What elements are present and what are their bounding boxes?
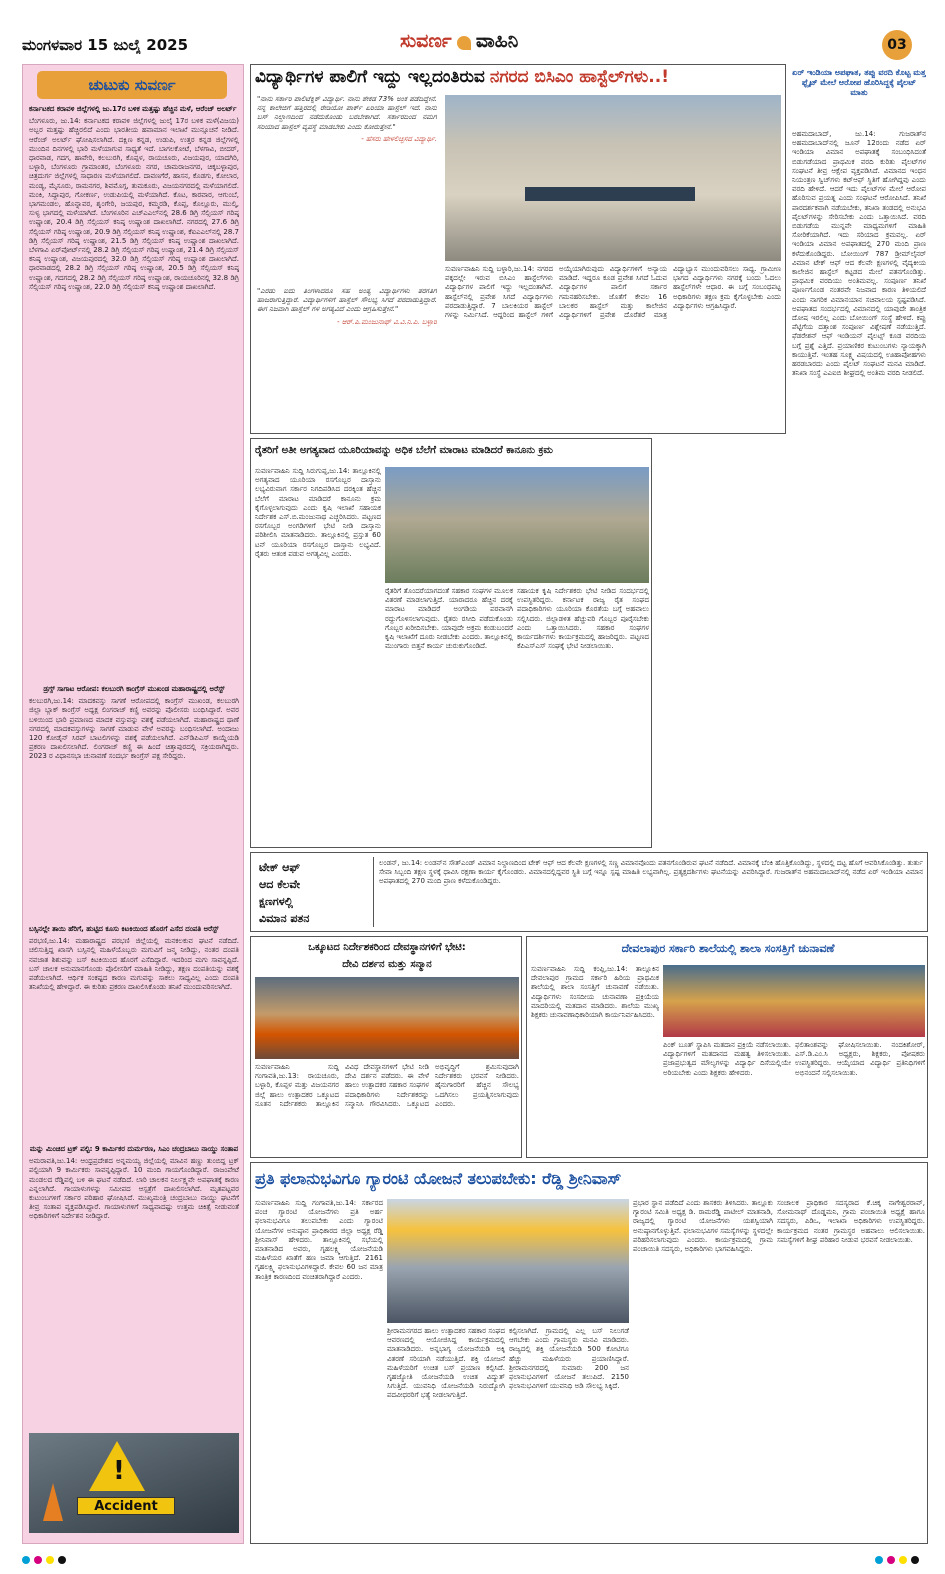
building-signboard [525,187,695,201]
brief-weather-headline: ಕರ್ನಾಟಕದ ಕರಾವಳಿ ಜಿಲ್ಲೆಗಳಲ್ಲಿ ಜು.17ರ ಬಳಿಕ ಮತ್ತಷ್ಟು ಹೆಚ್ಚಿನ ಮಳೆ, ಆರೆಂಜ್ ಅಲರ್ಟ್ [29,105,237,113]
print-color-marks [22,1554,923,1566]
briefs-column [22,64,244,1544]
school-photo [663,965,925,1037]
hostel-body-text: ಸುವರ್ಣವಾಹಿನಿ ಸುದ್ದಿ ಬಳ್ಳಾರಿ,ಜು.14: ನಗರದ ಪಕ್ಕದಲ್ಲೇ ಇರುವ ಬಿಸಿಎಂ ಹಾಸ್ಟೆಲ್‌ಗಳು ವಿದ್ಯಾರ್ಥಿಗಳ ಪಾಲಿಗೆ ಇದ್ದು ಇಲ್ಲದಂತಾಗಿವೆ. ಹಾಸ್ಟೆಲ್‌ನಲ್ಲಿ ಪ್ರವೇಶ ಸಿಗದೆ ವಿದ್ಯಾರ್ಥಿಗಳು ಪರದಾಡುತ್ತಿದ್ದಾರೆ. 7 ಬಾಲಕಿಯರ ಹಾಸ್ಟೆಲ್ ಗಳನ್ನು ನಿರ್ಮಿಸಿದೆ. ಆದ್ದರಿಂದ ಹಾಸ್ಟೆಲ್ ಗಳಿಗೆ ಅಯ್ಕೆಯಾಗಿರುವುದು ವಿದ್ಯಾರ್ಥಿಗಳಿಗೆ ಅನ್ಯಾಯ ಮಾಡಿದೆ. ಇದ್ದರೂ ಕೂಡ ಪ್ರವೇಶ ಸಿಗದೆ ಓದುವ ವಿದ್ಯಾರ್ಥಿಗಳ ಪಾಲಿಗೆ ಸರ್ಕಾರ ಗಮನಹರಿಸಬೇಕು. ಜೊತೆಗೆ ಕೇವಲ 16 ಬಾಲಕರ ಹಾಸ್ಟೆಲ್ ಮತ್ತು ಕಾಲೇಜಿನ ವಿದ್ಯಾರ್ಥಿಗಳಿಗೆ ಪ್ರವೇಶ ದೊರೆತರೆ ಮಾತ್ರ ವಿದ್ಯಾಭ್ಯಾಸ ಮುಂದುವರಿಸಲು ಸಾಧ್ಯ. ಗ್ರಾಮೀಣ ಭಾಗದ ವಿದ್ಯಾರ್ಥಿಗಳು ನಗರಕ್ಕೆ ಬಂದು ಓದಲು ಹಾಸ್ಟೆಲ್‌ಗಳೇ ಆಧಾರ. ಈ ಬಗ್ಗೆ ಸಂಬಂಧಪಟ್ಟ ಅಧಿಕಾರಿಗಳು ತಕ್ಷಣ ಕ್ರಮ ಕೈಗೊಳ್ಳಬೇಕು ಎಂದು ವಿದ್ಯಾರ್ಥಿಗಳು ಆಗ್ರಹಿಸಿದ್ದಾರೆ. [445,265,781,320]
farmers-col3: ಸಹಾಯಕ ಕೃಷಿ ನಿರ್ದೇಶಕರು ಭೇಟಿ ನೀಡಿದ ಸಂದರ್ಭದಲ್ಲಿ ಉಪಸ್ಥಿತರಿದ್ದರು. ಕರ್ನಾಟಕ ರಾಜ್ಯ ರೈತ ಸಂಘದ ಪದಾಧಿಕಾರಿಗಳು ಯೂರಿಯಾ ಕೊರತೆಯ ಬಗ್ಗೆ ಅಹವಾಲು ಸಲ್ಲಿಸಿದರು. ಜಿಲ್ಲಾಡಳಿತ ಹೆಚ್ಚುವರಿ ಗೊಬ್ಬರ ಪೂರೈಸಬೇಕು ಎಂದು ಒತ್ತಾಯಿಸಿದರು. ಸಹಕಾರ ಸಂಘಗಳ ಕಾರ್ಯದರ್ಶಿಗಳು ಕಾರ್ಯಕ್ರಮದಲ್ಲಿ ಹಾಜರಿದ್ದರು. ಪಟ್ಟಣದ ಕೆಪಿಎಸ್‌ಎಸ್ ಸಂಘಕ್ಕೆ ಭೇಟಿ ನೀಡಲಾಯಿತು. [517,587,649,651]
school-headline: ದೇವಲಾಪುರ ಸರ್ಕಾರಿ ಶಾಲೆಯಲ್ಲಿ ಶಾಲಾ ಸಂಸತ್ತಿಗೆ ಚುನಾವಣೆ [621,942,835,955]
registration-dot-icon [34,1556,42,1564]
air-india-story [790,64,928,844]
accident-label: Accident [77,1497,175,1515]
crash-body: ಲಂಡನ್, ಜು.14: ಲಂಡನ್‌ನ ಸೌತ್‌ಎಂಡ್ ವಿಮಾನ ನಿಲ್ದಾಣದಿಂದ ಟೇಕ್ ಆಫ್ ಆದ ಕೆಲವೇ ಕ್ಷಣಗಳಲ್ಲಿ ಸಣ್ಣ ವಿಮಾನವೊಂದು ಪತನಗೊಂಡಿರುವ ಘಟನೆ ನಡೆದಿದೆ. ವಿಮಾನಕ್ಕೆ ಬೆಂಕಿ ಹೊತ್ತಿಕೊಂಡಿದ್ದು, ಸ್ಥಳದಲ್ಲಿ ದಟ್ಟ ಹೊಗೆ ಆವರಿಸಿಕೊಂಡಿತ್ತು. ತುರ್ತು ಸೇವಾ ಸಿಬ್ಬಂದಿ ತಕ್ಷಣ ಸ್ಥಳಕ್ಕೆ ಧಾವಿಸಿ ರಕ್ಷಣಾ ಕಾರ್ಯ ಕೈಗೊಂಡರು. ವಿಮಾನದಲ್ಲಿದ್ದವರ ಸ್ಥಿತಿ ಬಗ್ಗೆ ಇನ್ನೂ ಸ್ಪಷ್ಟ ಮಾಹಿತಿ ಲಭ್ಯವಾಗಿಲ್ಲ. ಪ್ರತ್ಯಕ್ಷದರ್ಶಿಗಳು ಘಟನೆಯನ್ನು ವಿವರಿಸಿದ್ದಾರೆ. ಗುಜರಾತ್‌ನ ಅಹಮದಾಬಾದ್‌ನಲ್ಲಿ ನಡೆದ ಏರ್ ಇಂಡಿಯಾ ವಿಮಾನ ಅಪಘಾತದಲ್ಲಿ 270 ಮಂದಿ ಪ್ರಾಣ ಕಳೆದುಕೊಂಡಿದ್ದರು. [379,859,923,886]
farmers-story [250,438,652,848]
guarantee-col2: ಶ್ರೀರಾಮನಗರದ ಹಾಲು ಉತ್ಪಾದಕರ ಸಹಕಾರ ಸಂಘದ ಆವರಣದಲ್ಲಿ ಆಯೋಜಿಸಿದ್ದ ಕಾರ್ಯಕ್ರಮದಲ್ಲಿ ಮಾತನಾಡಿದರು. ಅನ್ನಭಾಗ್ಯ ಯೋಜನೆಯಡಿ ಅಕ್ಕಿ ವಿತರಣೆ ಸರಿಯಾಗಿ ನಡೆಯುತ್ತಿದೆ. ಶಕ್ತಿ ಯೋಜನೆ ಮಹಿಳೆಯರಿಗೆ ಉಚಿತ ಬಸ್ ಪ್ರಯಾಣ ಕಲ್ಪಿಸಿದೆ. ಗೃಹಜ್ಯೋತಿ ಯೋಜನೆಯಡಿ ಉಚಿತ ವಿದ್ಯುತ್ ಸಿಗುತ್ತಿದೆ. ಯುವನಿಧಿ ಯೋಜನೆಯಡಿ ನಿರುದ್ಯೋಗಿ ಪದವೀಧರರಿಗೆ ಭತ್ಯೆ ನೀಡಲಾಗುತ್ತಿದೆ. [387,1327,505,1400]
paper-name-left: ಸುವರ್ಣ [400,30,452,52]
hostel-headline-red: ನಗರದ ಬಿಸಿಎಂ ಹಾಸ್ಟೆಲ್‌ಗಳು..! [489,67,669,87]
school-col1: ಸುವರ್ಣವಾಹಿನಿ ಸುದ್ದಿ ಕಂಪ್ಲಿ,ಜು.14: ತಾಲ್ಲೂಕಿನ ದೇವಲಾಪುರ ಗ್ರಾಮದ ಸರ್ಕಾರಿ ಹಿರಿಯ ಪ್ರಾಥಮಿಕ ಶಾಲೆಯಲ್ಲಿ ಶಾಲಾ ಸಂಸತ್ತಿಗೆ ಚುನಾವಣೆ ನಡೆಯಿತು. ವಿದ್ಯಾರ್ಥಿಗಳು ಸಂಸದೀಯ ಚುನಾವಣಾ ಪ್ರಕ್ರಿಯೆಯ ಮಾದರಿಯಲ್ಲಿ ಮತದಾನ ಮಾಡಿದರು. ಶಾಲೆಯ ಮುಖ್ಯ ಶಿಕ್ಷಕರು ಚುನಾವಣಾಧಿಕಾರಿಯಾಗಿ ಕಾರ್ಯನಿರ್ವಹಿಸಿದರು. [531,965,659,1020]
brief-baby [29,925,239,1145]
briefs-badge [37,71,227,99]
temple-photo [255,977,519,1059]
brief-baby-headline: ಬಸ್ಸಿನಲ್ಲೇ ತಾಯಿ ಹೆರಿಗೆ, ಹುಟ್ಟಿದ ಕೂಸು ಕಿಟಕಿಯಿಂದ ಹೊರಗೆ ಎಸೆದ ದಂಪತಿ ಅರೆಸ್ಟ್ [29,925,219,933]
hostel-building-photo [445,95,781,261]
temple-headline-line1: ಒಕ್ಕೂಟದ ನಿರ್ದೇಶಕರಿಂದ ದೇವಸ್ಥಾನಗಳಿಗೆ ಭೇಟಿ: [308,942,466,953]
crash-title-line2: ಆದ ಕೆಲವೇ [259,878,301,891]
air-india-body: ಅಹಮದಾಬಾದ್, ಜು.14: ಗುಜರಾತ್‌ನ ಅಹಮದಾಬಾದ್‌ನಲ್ಲಿ ಜೂನ್ 12ರಂದು ನಡೆದ ಏರ್ ಇಂಡಿಯಾ ವಿಮಾನ ಅಪಘಾತಕ್ಕೆ ಸಂಬಂಧಿಸಿದಂತೆ ಬಿಡುಗಡೆಯಾದ ಪ್ರಾಥಮಿಕ ವರದಿ ಕುರಿತು ಪೈಲಟ್‌ಗಳ ಸಂಘಟನೆ ತೀವ್ರ ಆಕ್ಷೇಪ ವ್ಯಕ್ತಪಡಿಸಿದೆ. ವಿಮಾನದ ಇಂಧನ ನಿಯಂತ್ರಣ ಸ್ವಿಚ್‌ಗಳು ಕಟ್‌ಆಫ್ ಸ್ಥಿತಿಗೆ ಹೋಗಿದ್ದವು ಎಂದು ವರದಿ ಹೇಳಿದೆ. ಆದರೆ ಇದು ಪೈಲಟ್‌ಗಳ ಮೇಲೆ ಆರೋಪ ಹೊರಿಸುವ ಪ್ರಯತ್ನ ಎಂದು ಸಂಘಟನೆ ಆರೋಪಿಸಿದೆ. ತನಿಖೆ ಪಾರದರ್ಶಕವಾಗಿ ನಡೆಯಬೇಕು, ತನಿಖಾ ತಂಡದಲ್ಲಿ ಅನುಭವಿ ಪೈಲಟ್‌ಗಳನ್ನು ಸೇರಿಸಬೇಕು ಎಂದು ಒತ್ತಾಯಿಸಿದೆ. ವರದಿ ಬಿಡುಗಡೆಯ ಮುನ್ನವೇ ಮಾಧ್ಯಮಗಳಿಗೆ ಮಾಹಿತಿ ಸೋರಿಕೆಯಾಗಿದೆ. ಇದು ಸರಿಯಾದ ಕ್ರಮವಲ್ಲ. ಏರ್ ಇಂಡಿಯಾ ವಿಮಾನ ಅಪಘಾತದಲ್ಲಿ 270 ಮಂದಿ ಪ್ರಾಣ ಕಳೆದುಕೊಂಡಿದ್ದರು. ಬೋಯಿಂಗ್ 787 ಡ್ರೀಮ್‌ಲೈನರ್ ವಿಮಾನ ಟೇಕ್ ಆಫ್ ಆದ ಕೆಲವೇ ಕ್ಷಣಗಳಲ್ಲಿ ವೈದ್ಯಕೀಯ ಕಾಲೇಜಿನ ಹಾಸ್ಟೆಲ್ ಕಟ್ಟಡದ ಮೇಲೆ ಪತನಗೊಂಡಿತ್ತು. ಪ್ರಾಥಮಿಕ ವರದಿಯು ಅಂತಿಮವಲ್ಲ. ಸಂಪೂರ್ಣ ತನಿಖೆ ಪೂರ್ಣಗೊಂಡ ನಂತರವೇ ನಿಜವಾದ ಕಾರಣ ತಿಳಿಯಲಿದೆ ಎಂದು ನಾಗರಿಕ ವಿಮಾನಯಾನ ಸಚಿವಾಲಯ ಸ್ಪಷ್ಟಪಡಿಸಿದೆ. ಅಪಘಾತದ ಸಂದರ್ಭದಲ್ಲಿ ವಿಮಾನದಲ್ಲಿ ಯಾವುದೇ ತಾಂತ್ರಿಕ ದೋಷ ಇರಲಿಲ್ಲ ಎಂದು ಬೋಯಿಂಗ್ ಸಂಸ್ಥೆ ಹೇಳಿದೆ. ಕಪ್ಪು ಪೆಟ್ಟಿಗೆಯ ದತ್ತಾಂಶ ಸಂಪೂರ್ಣ ವಿಶ್ಲೇಷಣೆ ನಡೆಯುತ್ತಿದೆ. ಫೆಡರೇಶನ್ ಆಫ್ ಇಂಡಿಯನ್ ಪೈಲಟ್ಸ್ ಕೂಡ ವರದಿಯ ಬಗ್ಗೆ ಪ್ರಶ್ನೆ ಎತ್ತಿದೆ. ಪ್ರಯಾಣಿಕರ ಕುಟುಂಬಗಳು ನ್ಯಾಯಕ್ಕಾಗಿ ಕಾಯುತ್ತಿವೆ. ಇಂತಹ ಸೂಕ್ಷ್ಮ ವಿಷಯದಲ್ಲಿ ಊಹಾಪೋಹಗಳು ಹರಡಬಾರದು ಎಂದು ಪೈಲಟ್ ಸಂಘಟನೆ ಮನವಿ ಮಾಡಿದೆ. ತನಿಖಾ ಸಂಸ್ಥೆ ಎಎಐಬಿ ಶೀಘ್ರದಲ್ಲಿ ಅಂತಿಮ ವರದಿ ನೀಡಲಿದೆ. [792,130,926,378]
crash-divider [373,857,374,927]
paper-logo [400,30,550,56]
accident-image [29,1433,239,1533]
issue-date: ಮಂಗಳವಾರ 15 ಜುಲೈ 2025 [22,36,189,54]
farmers-col2: ರೈತರಿಗೆ ತೊಂದರೆಯಾಗದಂತೆ ಸಹಕಾರ ಸಂಘಗಳ ಮೂಲಕ ವಿತರಣೆ ಮಾಡಲಾಗುತ್ತಿದೆ. ಯಾರಾದರೂ ಹೆಚ್ಚಿನ ದರಕ್ಕೆ ಮಾರಾಟ ಮಾಡಿದರೆ ಅಂಗಡಿಯ ಪರವಾನಗಿ ರದ್ದುಗೊಳಿಸಲಾಗುವುದು. ರೈತರು ರಸೀದಿ ಪಡೆದುಕೊಂಡು ಗೊಬ್ಬರ ಖರೀದಿಸಬೇಕು. ಯಾವುದೇ ಅಕ್ರಮ ಕಂಡುಬಂದರೆ ಕೃಷಿ ಇಲಾಖೆಗೆ ದೂರು ನೀಡಬೇಕು ಎಂದರು. ತಾಲ್ಲೂಕಿನಲ್ಲಿ ಮುಂಗಾರು ಬಿತ್ತನೆ ಕಾರ್ಯ ಚುರುಕುಗೊಂಡಿದೆ. [385,587,513,651]
school-col3: ಫಲಿತಾಂಶವನ್ನು ಘೋಷಿಸಲಾಯಿತು. ನಂದಕಿಶೋರ್, ಎಸ್.ಡಿ.ಎಂ.ಸಿ ಅಧ್ಯಕ್ಷರು, ಶಿಕ್ಷಕರು, ಪೋಷಕರು ಉಪಸ್ಥಿತರಿದ್ದರು. ಆಯ್ಕೆಯಾದ ವಿದ್ಯಾರ್ಥಿ ಪ್ರತಿನಿಧಿಗಳಿಗೆ ಅಭಿನಂದನೆ ಸಲ್ಲಿಸಲಾಯಿತು. [795,1041,925,1077]
temple-story [250,936,522,1158]
registration-dot-icon [887,1556,895,1564]
brief-baby-body: ಪರಭಣಿ,ಜು.14: ಮಹಾರಾಷ್ಟ್ರದ ಪರಭಣಿ ಜಿಲ್ಲೆಯಲ್ಲಿ ಮನಕಲಕುವ ಘಟನೆ ನಡೆದಿದೆ. ಚಲಿಸುತ್ತಿದ್ದ ಖಾಸಗಿ ಬಸ್ಸಿನಲ್ಲಿ ಮಹಿಳೆಯೊಬ್ಬರು ಮಗುವಿಗೆ ಜನ್ಮ ನೀಡಿದ್ದು, ನಂತರ ದಂಪತಿ ನವಜಾತ ಶಿಶುವನ್ನು ಬಸ್ ಕಿಟಕಿಯಿಂದ ಹೊರಗೆ ಎಸೆದಿದ್ದಾರೆ. ಇದರಿಂದ ಮಗು ಸಾವನ್ನಪ್ಪಿದೆ. ಬಸ್ ಚಾಲಕ ಅನುಮಾನಗೊಂಡು ಪೊಲೀಸರಿಗೆ ಮಾಹಿತಿ ನೀಡಿದ್ದು, ತಕ್ಷಣ ದಂಪತಿಯನ್ನು ವಶಕ್ಕೆ ಪಡೆಯಲಾಗಿದೆ. ಆರ್ಥಿಕ ಸಂಕಷ್ಟದ ಕಾರಣ ಮಗುವನ್ನು ಸಾಕಲು ಸಾಧ್ಯವಿಲ್ಲ ಎಂದು ದಂಪತಿ ತನಿಖೆಯಲ್ಲಿ ಹೇಳಿದ್ದಾರೆ. ಈ ಕುರಿತು ಪ್ರಕರಣ ದಾಖಲಿಸಿಕೊಂಡು ತನಿಖೆ ಮುಂದುವರಿಸಲಾಗಿದೆ. [29,937,239,992]
brief-drugs-headline: ಡ್ರಗ್ಸ್ ಸಾಗಾಟ ಆರೋಪ: ಕಲಬುರಗಿ ಕಾಂಗ್ರೆಸ್ ಮುಖಂಡ ಮಹಾರಾಷ್ಟ್ರದಲ್ಲಿ ಅರೆಸ್ಟ್ [43,685,225,693]
temple-headline [255,939,519,975]
hostel-quote1-text: "ನಾನು ಸರ್ಕಾರಿ ಪಾಲಿಟೆಕ್ನಿಕ್ ವಿದ್ಯಾರ್ಥಿ. ನಾನು ಶೇಕಡ 73% ಅಂಕ ಪಡೆದಿದ್ದೇನೆ. ನನ್ನ ಕಾಲೇಜಿಗೆ ಹತ್ತಿರದಲ್ಲಿ ರೇಡಿಯೋ ಪಾರ್ಕ್ ಏರಿಯಾ ಹಾಸ್ಟೆಲ್ ಇದೆ. ನಾನು ಬಸ್ ನಿಲ್ದಾಣದಿಂದ ನಡೆದುಕೊಂಡು ಬರಬೇಕಾಗಿದೆ. ಸರ್ಕಾರದಿಂದ ನಮಗೆ ಸರಿಯಾದ ಹಾಸ್ಟೆಲ್ ವ್ಯವಸ್ಥೆ ಮಾಡಬೇಕು ಎಂದು ಕೋರುತ್ತೇನೆ." [257,95,437,131]
masthead [0,0,945,60]
brief-drugs-body: ಕಲಬುರಗಿ,ಜು.14: ಮಾದಕವಸ್ತು ಸಾಗಣೆ ಆರೋಪದಲ್ಲಿ ಕಾಂಗ್ರೆಸ್ ಮುಖಂಡ, ಕಲಬುರಗಿ ಜಿಲ್ಲಾ ಬ್ಲಾಕ್ ಕಾಂಗ್ರೆಸ್ ಅಧ್ಯಕ್ಷ ಲಿಂಗರಾಜ್ ಕಣ್ಣಿ ಅವರನ್ನು ಪೊಲೀಸರು ಬಂಧಿಸಿದ್ದಾರೆ. ಅವರ ಬಳಿಯಿಂದ ಭಾರಿ ಪ್ರಮಾಣದ ಮಾದಕ ವಸ್ತುವನ್ನು ವಶಕ್ಕೆ ಪಡೆಯಲಾಗಿದೆ. ಮಹಾರಾಷ್ಟ್ರದ ಥಾಣೆ ನಗರದಲ್ಲಿ ಮಾದಕವಸ್ತುಗಳನ್ನು ಸಾಗಣೆ ಮಾಡುವ ವೇಳೆ ಅವರನ್ನು ಬಂಧಿಸಲಾಗಿದೆ. ಅಂದಾಜು 120 ಕೋಡೈನ್ ಸಿರಪ್ ಬಾಟಲಿಗಳನ್ನು ವಶಕ್ಕೆ ಪಡೆಯಲಾಗಿದೆ. ಎನ್‌ಡಿಪಿಎಸ್ ಕಾಯ್ದೆಯಡಿ ಪ್ರಕರಣ ದಾಖಲಿಸಲಾಗಿದೆ. ಲಿಂಗರಾಜ್ ಕಣ್ಣಿ ಈ ಹಿಂದೆ ಚಿತ್ತಾಪುರದಲ್ಲಿ ಸಕ್ರಿಯರಾಗಿದ್ದರು. 2023 ರ ವಿಧಾನಸಭಾ ಚುನಾವಣೆ ಸಂದರ್ಭ ಕಾಂಗ್ರೆಸ್ ಪಕ್ಷ ಸೇರಿದ್ದರು. [29,697,239,761]
farmers-col1: ಸುವರ್ಣವಾಹಿನಿ ಸುದ್ದಿ ಸಿರುಗುಪ್ಪ,ಜು.14: ತಾಲ್ಲೂಕಿನಲ್ಲಿ ಅಗತ್ಯವಾದ ಯೂರಿಯಾ ರಸಗೊಬ್ಬರ ದಾಸ್ತಾನು ಲಭ್ಯವಿರುವಾಗ ಸರ್ಕಾರ ನಿಗದಿಪಡಿಸಿದ ದರಕ್ಕಿಂತ ಹೆಚ್ಚಿನ ಬೆಲೆಗೆ ಮಾರಾಟ ಮಾಡಿದರೆ ಕಾನೂನು ಕ್ರಮ ಕೈಗೊಳ್ಳಲಾಗುವುದು ಎಂದು ಕೃಷಿ ಇಲಾಖೆ ಸಹಾಯಕ ನಿರ್ದೇಶಕ ಎಸ್.ಬಿ.ಮಂಜುನಾಥ ಎಚ್ಚರಿಸಿದರು. ಪಟ್ಟಣದ ರಸಗೊಬ್ಬರ ಅಂಗಡಿಗಳಿಗೆ ಭೇಟಿ ನೀಡಿ ದಾಸ್ತಾನು ಪರಿಶೀಲಿಸಿ ಮಾತನಾಡಿದರು. ತಾಲ್ಲೂಕಿನಲ್ಲಿ ಪ್ರಸ್ತುತ 60 ಟನ್ ಯೂರಿಯಾ ರಸಗೊಬ್ಬರ ದಾಸ್ತಾನು ಲಭ್ಯವಿದೆ. ರೈತರು ಆತಂಕ ಪಡುವ ಅಗತ್ಯವಿಲ್ಲ ಎಂದರು. [255,467,381,558]
farmers-photo [385,467,649,583]
school-col2: ಪಿಂಕ್ ಬೂತ್ ಸ್ಥಾಪಿಸಿ ಮತದಾನ ಪ್ರಕ್ರಿಯೆ ನಡೆಸಲಾಯಿತು. ವಿದ್ಯಾರ್ಥಿಗಳಿಗೆ ಮತದಾನದ ಮಹತ್ವ ತಿಳಿಸಲಾಯಿತು. ಪ್ರಜಾಪ್ರಭುತ್ವದ ಮೌಲ್ಯಗಳನ್ನು ವಿದ್ಯಾರ್ಥಿ ದಿಸೆಯಲ್ಲಿಯೇ ಅರಿಯಬೇಕು ಎಂದು ಶಿಕ್ಷಕರು ಹೇಳಿದರು. [663,1041,791,1077]
brief-truck [29,1145,239,1435]
guarantee-photo [387,1199,629,1323]
temple-headline-line2: ದೇವಿ ದರ್ಶನ ಮತ್ತು ಸನ್ಮಾನ [342,959,432,970]
temple-body: ಸುವರ್ಣವಾಹಿನಿ ಸುದ್ದಿ ಗಂಗಾವತಿ,ಜು.13: ರಾಯಚೂರು, ಬಳ್ಳಾರಿ, ಕೊಪ್ಪಳ ಮತ್ತು ವಿಜಯನಗರ ಜಿಲ್ಲೆ ಹಾಲು ಉತ್ಪಾದಕರ ಒಕ್ಕೂಟದ ನೂತನ ನಿರ್ದೇಶಕರು ತಾಲ್ಲೂಕಿನ ವಿವಿಧ ದೇವಸ್ಥಾನಗಳಿಗೆ ಭೇಟಿ ನೀಡಿ ದೇವಿ ದರ್ಶನ ಪಡೆದರು. ಈ ವೇಳೆ ಹಾಲು ಉತ್ಪಾದಕರ ಸಹಕಾರ ಸಂಘಗಳ ಪದಾಧಿಕಾರಿಗಳು ನಿರ್ದೇಶಕರನ್ನು ಸನ್ಮಾನಿಸಿ ಗೌರವಿಸಿದರು. ಒಕ್ಕೂಟದ ಅಭಿವೃದ್ಧಿಗೆ ಶ್ರಮಿಸುವುದಾಗಿ ನಿರ್ದೇಶಕರು ಭರವಸೆ ನೀಡಿದರು. ಹೈನುಗಾರರಿಗೆ ಹೆಚ್ಚಿನ ಸೌಲಭ್ಯ ಒದಗಿಸಲು ಪ್ರಯತ್ನಿಸಲಾಗುವುದು ಎಂದರು. [255,1063,519,1108]
crash-title [259,859,369,929]
registration-dot-icon [58,1556,66,1564]
guarantee-col1: ಸುವರ್ಣವಾಹಿನಿ ಸುದ್ದಿ ಗಂಗಾವತಿ,ಜು.14: ಸರ್ಕಾರದ ಪಂಚ ಗ್ಯಾರಂಟಿ ಯೋಜನೆಗಳು ಪ್ರತಿ ಅರ್ಹ ಫಲಾನುಭವಿಗೂ ತಲುಪಬೇಕು ಎಂದು ಗ್ಯಾರಂಟಿ ಯೋಜನೆಗಳ ಅನುಷ್ಠಾನ ಪ್ರಾಧಿಕಾರದ ಜಿಲ್ಲಾ ಅಧ್ಯಕ್ಷ ರೆಡ್ಡಿ ಶ್ರೀನಿವಾಸ್ ಹೇಳಿದರು. ತಾಲ್ಲೂಕಿನಲ್ಲಿ ಸಭೆಯಲ್ಲಿ ಮಾತನಾಡಿದ ಅವರು, ಗೃಹಲಕ್ಷ್ಮಿ ಯೋಜನೆಯಡಿ ಮಹಿಳೆಯರ ಖಾತೆಗೆ ಹಣ ಜಮಾ ಆಗುತ್ತಿದೆ. 2161 ಗೃಹಲಕ್ಷ್ಮಿ ಫಲಾನುಭವಿಗಳಿದ್ದಾರೆ. ಕೇವಲ 60 ಜನ ಮಾತ್ರ ತಾಂತ್ರಿಕ ಕಾರಣದಿಂದ ವಂಚಿತರಾಗಿದ್ದಾರೆ ಎಂದರು. [255,1199,383,1281]
guarantee-story [250,1162,928,1544]
registration-dot-icon [899,1556,907,1564]
hostel-quote1 [257,95,437,285]
traffic-cone-icon [43,1483,63,1521]
page-number: 03 [882,30,912,60]
briefs-badge-label: ಚುಟುಕು ಸುವರ್ಣ [88,76,176,94]
brief-drugs [29,685,239,925]
guarantee-headline: ಪ್ರತಿ ಫಲಾನುಭವಿಗೂ ಗ್ಯಾರಂಟಿ ಯೋಜನೆ ತಲುಪಬೇಕು: ರೆಡ್ಡಿ ಶ್ರೀನಿವಾಸ್ [255,1169,622,1188]
brief-weather [29,105,239,685]
brief-truck-headline: ಮನ್ನು ಮಿಂಚಿದ ಟ್ರಕ್ ಪಲ್ಟಿ: 9 ಕಾರ್ಮಿಕರ ದುರ್ಮರಣ, ಸಿಎಂ ಚಂದ್ರಬಾಬು ನಾಯ್ಡು ಸಂತಾಪ [29,1145,239,1153]
guarantee-col5: ಸಂಚಾಲಕ ಪ್ರಾಧಿಕಾರ ಸದಸ್ಯರಾದ ಕೆ.ಚಿಕ್ಕ ನಾಗೇಶ್ವರರಾವ್, ಸೋಮನಾಥ್ ದೊಡ್ಡಮನಿ, ಗ್ರಾಮ ಪಂಚಾಯಿತಿ ಅಧ್ಯಕ್ಷೆ ಹಾಗೂ ಸದಸ್ಯರು, ಪಿಡಿಒ, ಇಲಾಖಾ ಅಧಿಕಾರಿಗಳು ಉಪಸ್ಥಿತರಿದ್ದರು. ಕಾರ್ಯಕ್ರಮದ ನಂತರ ಗ್ರಾಮಸ್ಥರ ಅಹವಾಲು ಆಲಿಸಲಾಯಿತು. ಸಮಸ್ಯೆಗಳಿಗೆ ಶೀಘ್ರ ಪರಿಹಾರ ನೀಡುವ ಭರವಸೆ ನೀಡಲಾಯಿತು. [777,1199,925,1244]
hostel-headline [255,67,783,93]
hostel-quote2 [257,287,437,427]
crash-title-line4: ವಿಮಾನ ಪತನ [259,912,310,925]
crash-title-line3: ಕ್ಷಣಗಳಲ್ಲಿ [259,895,294,908]
registration-dot-icon [911,1556,919,1564]
school-story [526,936,928,1158]
paper-name-right: ವಾಹಿನಿ [475,30,519,52]
hostel-story [250,64,786,434]
guarantee-col3: ಕಲ್ಪಿಸಲಾಗಿದೆ. ಗ್ರಾಮದಲ್ಲಿ ಎಲ್ಲ ಬಸ್ ನಿಲುಗಡೆ ಆಗಬೇಕು ಎಂದು ಗ್ರಾಮಸ್ಥರು ಮನವಿ ಮಾಡಿದರು. ರಾಜ್ಯದಲ್ಲಿ ಶಕ್ತಿ ಯೋಜನೆಯಡಿ 500 ಕೋಟಿಗೂ ಹೆಚ್ಚು ಮಹಿಳೆಯರು ಪ್ರಯಾಣಿಸಿದ್ದಾರೆ. ಶ್ರೀರಾಮನಗರದಲ್ಲಿ ಸುಮಾರು 200 ಜನ ಫಲಾನುಭವಿಗಳಿಗೆ ಯೋಜನೆ ತಲುಪಿದೆ. 2150 ಫಲಾನುಭವಿಗಳಿಗೆ ಯುವನಿಧಿ ಅಡಿ ಸೌಲಭ್ಯ ಸಿಕ್ಕಿದೆ. [509,1327,629,1391]
hostel-headline-black: ವಿದ್ಯಾರ್ಥಿಗಳ ಪಾಲಿಗೆ ಇದ್ದು ಇಲ್ಲದಂತಿರುವ [255,67,485,87]
hostel-quote2-text: "ಎರಡು ಐದು ತಿಂಗಳಾದರೂ ಸಹ ಅಂತ್ಯ ವಿದ್ಯಾರ್ಥಿಗಳು ತರಗತಿಗೆ ಹಾಜರಾಗುತ್ತಿದ್ದಾರೆ. ವಿದ್ಯಾರ್ಥಿಗಳಿಗೆ ಹಾಸ್ಟೆಲ್ ಸೌಲಭ್ಯ ಸಿಗದೆ ಪರದಾಡುತ್ತಿದ್ದಾರೆ. ಈಗ ನಿಜವಾಗಿ ಹಾಸ್ಟೆಲ್ ಗಳ ಅಗತ್ಯವಿದೆ ಎಂದು ಆಗ್ರಹಿಸುತ್ತೇನೆ." [257,287,437,314]
hostel-quote2-attribution: - ಆರ್.ಪಿ.ಮಂಜುನಾಥ್ ವಿ.ವಿ.ನಿ.ಪಿ. ಬಳ್ಳಾರಿ [336,317,437,326]
crash-story [250,852,928,932]
registration-dot-icon [875,1556,883,1564]
guarantee-col4: ಪ್ರಭಾರ ಸ್ಥಾನ ಪಡೆದಿದೆ ಎಂದು ಶಾಸಕರು ತಿಳಿಸಿದರು. ತಾಲ್ಲೂಕು ಗ್ಯಾರಂಟಿ ಸಮಿತಿ ಅಧ್ಯಕ್ಷ ಡಿ. ರಾಮರೆಡ್ಡಿ ಪಾಟೀಲ್ ಮಾತನಾಡಿ, ರಾಜ್ಯದಲ್ಲಿ ಗ್ಯಾರಂಟಿ ಯೋಜನೆಗಳು ಯಶಸ್ವಿಯಾಗಿ ಅನುಷ್ಠಾನಗೊಳ್ಳುತ್ತಿವೆ. ಫಲಾನುಭವಿಗಳ ಸಮಸ್ಯೆಗಳನ್ನು ಸ್ಥಳದಲ್ಲೇ ಪರಿಹರಿಸಲಾಗುವುದು ಎಂದರು. ಕಾರ್ಯಕ್ರಮದಲ್ಲಿ ಗ್ರಾಮ ಪಂಚಾಯಿತಿ ಸದಸ್ಯರು, ಅಧಿಕಾರಿಗಳು ಭಾಗವಹಿಸಿದ್ದರು. [633,1199,773,1254]
hostel-quote1-attribution: - ಹೆಸರು ಹೇಳಲಿಚ್ಛಿಸದ ವಿದ್ಯಾರ್ಥಿ. [361,134,437,143]
crash-title-line1: ಟೇಕ್ ಆಫ್ [259,861,301,874]
logo-emblem-icon [457,36,471,50]
brief-weather-body: ಬೆಂಗಳೂರು, ಜು.14: ಕರ್ನಾಟಕದ ಕರಾವಳಿ ಜಿಲ್ಲೆಗಳಲ್ಲಿ ಜುಲೈ 17ರ ಬಳಿಕ ಮಳೆ(ವಿಜಯ) ಅಬ್ಬರ ಮತ್ತಷ್ಟು ಹೆಚ್ಚಿರಲಿದೆ ಎಂದು ಭಾರತೀಯ ಹವಾಮಾನ ಇಲಾಖೆ ಮುನ್ಸೂಚನೆ ನೀಡಿದೆ. ಆರೆಂಜ್ ಅಲರ್ಟ್ ಘೋಷಿಸಲಾಗಿದೆ. ದಕ್ಷಿಣ ಕನ್ನಡ, ಉಡುಪಿ, ಉತ್ತರ ಕನ್ನಡ ಜಿಲ್ಲೆಗಳಲ್ಲಿ ಮುಂದಿನ ದಿನಗಳಲ್ಲಿ ಭಾರಿ ಮಳೆಯಾಗುವ ಸಾಧ್ಯತೆ ಇದೆ. ಬಾಗಲಕೋಟೆ, ಬೆಳಗಾವಿ, ಬೀದರ್, ಧಾರವಾಡ, ಗದಗ, ಹಾವೇರಿ, ಕಲಬುರಗಿ, ಕೊಪ್ಪಳ, ರಾಯಚೂರು, ವಿಜಯಪುರ, ಯಾದಗಿರಿ, ಬಳ್ಳಾರಿ, ಬೆಂಗಳೂರು ಗ್ರಾಮಾಂತರ, ಬೆಂಗಳೂರು ನಗರ, ಚಾಮರಾಜನಗರ, ಚಿಕ್ಕಬಳ್ಳಾಪುರ, ಚಿತ್ರದುರ್ಗ ಜಿಲ್ಲೆಗಳಲ್ಲಿ ಸಾಧಾರಣ ಮಳೆಯಾಗಲಿದೆ. ದಾವಣಗೆರೆ, ಹಾಸನ, ಕೊಡಗು, ಕೋಲಾರ, ಮಂಡ್ಯ, ಮೈಸೂರು, ರಾಮನಗರ, ಶಿವಮೊಗ್ಗ, ತುಮಕೂರು, ವಿಜಯನಗರದಲ್ಲಿ ಮಳೆಯಾಗಲಿದೆ. ಮಂಕಿ, ಸಿದ್ದಾಪುರ, ಗೋಕರ್ಣ, ಉಡುಪಿಯಲ್ಲಿ ಮಳೆಯಾಗಿದೆ. ಕೊಟ, ಕಾರವಾರ, ಆಗುಂಬೆ, ಭಾಗಮಂಡಲ, ಹೊನ್ನಾವರ, ಶೃಂಗೇರಿ, ಜಯಪುರ, ಕಮ್ಮರಡಿ, ಕೊಪ್ಪ, ಕೊಲ್ಲೂರು, ಮುಲ್ಕಿ, ಸುಳ್ಯ ಭಾಗದಲ್ಲಿ ಮಳೆಯಾಗಿದೆ. ಬೆಂಗಳೂರಿನ ಎಚ್‌ಎಎಲ್‌ನಲ್ಲಿ 28.6 ಡಿಗ್ರಿ ಸೆಲ್ಸಿಯಸ್ ಗರಿಷ್ಠ ಉಷ್ಣಾಂಶ, 20.4 ಡಿಗ್ರಿ ಸೆಲ್ಸಿಯಸ್ ಕನಿಷ್ಠ ಉಷ್ಣಾಂಶ ದಾಖಲಾಗಿದೆ. ನಗರದಲ್ಲಿ 27.6 ಡಿಗ್ರಿ ಸೆಲ್ಸಿಯಸ್ ಗರಿಷ್ಠ ಉಷ್ಣಾಂಶ, 20.9 ಡಿಗ್ರಿ ಸೆಲ್ಸಿಯಸ್ ಕನಿಷ್ಠ ಉಷ್ಣಾಂಶ, ಕೆಐಎಎಲ್‌ನಲ್ಲಿ 28.7 ಡಿಗ್ರಿ ಸೆಲ್ಸಿಯಸ್ ಗರಿಷ್ಠ ಉಷ್ಣಾಂಶ, 21.5 ಡಿಗ್ರಿ ಸೆಲ್ಸಿಯಸ್ ಕನಿಷ್ಠ ಉಷ್ಣಾಂಶ ದಾಖಲಾಗಿದೆ. ಬೆಳಗಾವಿ ಏರ್‌ಪೋರ್ಟ್‌ನಲ್ಲಿ 28.2 ಡಿಗ್ರಿ ಸೆಲ್ಸಿಯಸ್ ಗರಿಷ್ಠ ಉಷ್ಣಾಂಶ, 21.4 ಡಿಗ್ರಿ ಸೆಲ್ಸಿಯಸ್ ಕನಿಷ್ಠ ಉಷ್ಣಾಂಶ, ವಿಜಯಪುರದಲ್ಲಿ 32.0 ಡಿಗ್ರಿ ಸೆಲ್ಸಿಯಸ್ ಗರಿಷ್ಠ ಉಷ್ಣಾಂಶ ದಾಖಲಾಗಿದೆ. ಧಾರವಾಡದಲ್ಲಿ 28.2 ಡಿಗ್ರಿ ಸೆಲ್ಸಿಯಸ್ ಗರಿಷ್ಠ ಉಷ್ಣಾಂಶ, 20.5 ಡಿಗ್ರಿ ಸೆಲ್ಸಿಯಸ್ ಕನಿಷ್ಠ ಉಷ್ಣಾಂಶ, ಗದಗದಲ್ಲಿ 28.2 ಡಿಗ್ರಿ ಸೆಲ್ಸಿಯಸ್ ಗರಿಷ್ಠ ಉಷ್ಣಾಂಶ, ರಾಯಚೂರಿನಲ್ಲಿ 32.8 ಡಿಗ್ರಿ ಸೆಲ್ಸಿಯಸ್ ಗರಿಷ್ಠ ಉಷ್ಣಾಂಶ, 22.0 ಡಿಗ್ರಿ ಸೆಲ್ಸಿಯಸ್ ಕನಿಷ್ಠ ಉಷ್ಣಾಂಶ ದಾಖಲಾಗಿದೆ. [29,117,239,291]
exclamation-icon: ! [113,1457,125,1485]
registration-dot-icon [22,1556,30,1564]
air-india-headline: ಏರ್ ಇಂಡಿಯಾ ಅಪಘಾತ, ತಪ್ಪು ವರದಿ ಕೊಟ್ಟ ಮತ್ತ ಫ್ಲೈಟ್ ಮೇಲೆ ಆರೋಪ ಹೊರಿಸಿದ್ದಕ್ಕೆ ಪೈಲಟ್ ಮಾತು [792,68,926,97]
registration-dot-icon [46,1556,54,1564]
farmers-headline: ರೈತರಿಗೆ ಅತೀ ಅಗತ್ಯವಾದ ಯೂರಿಯಾವನ್ನು ಅಧಿಕ ಬೆಲೆಗೆ ಮಾರಾಟ ಮಾಡಿದರೆ ಕಾನೂನು ಕ್ರಮ [255,445,553,456]
hostel-body [445,265,781,431]
brief-truck-body: ಅಮರಾವತಿ,ಜು.14: ಆಂಧ್ರಪ್ರದೇಶದ ಅನ್ನಮಯ್ಯ ಜಿಲ್ಲೆಯಲ್ಲಿ ಮಾವಿನ ಹಣ್ಣು ತುಂಬಿದ್ದ ಟ್ರಕ್ ಪಲ್ಟಿಯಾಗಿ 9 ಕಾರ್ಮಿಕರು ಸಾವನ್ನಪ್ಪಿದ್ದಾರೆ. 10 ಮಂದಿ ಗಾಯಗೊಂಡಿದ್ದಾರೆ. ರಾಜಂಪೇಟೆ ಮಂಡಲದ ರೆಡ್ಡಿಪಲ್ಲಿ ಬಳಿ ಈ ಘಟನೆ ನಡೆದಿದೆ. ಲಾರಿ ಚಾಲಕನ ನಿರ್ಲಕ್ಷ್ಯವೇ ಅಪಘಾತಕ್ಕೆ ಕಾರಣ ಎನ್ನಲಾಗಿದೆ. ಗಾಯಾಳುಗಳನ್ನು ಸಮೀಪದ ಆಸ್ಪತ್ರೆಗೆ ದಾಖಲಿಸಲಾಗಿದೆ. ಮೃತಪಟ್ಟವರ ಕುಟುಂಬಗಳಿಗೆ ಸರ್ಕಾರ ಪರಿಹಾರ ಘೋಷಿಸಿದೆ. ಮುಖ್ಯಮಂತ್ರಿ ಚಂದ್ರಬಾಬು ನಾಯ್ಡು ಘಟನೆಗೆ ತೀವ್ರ ಸಂತಾಪ ವ್ಯಕ್ತಪಡಿಸಿದ್ದಾರೆ. ಗಾಯಾಳುಗಳಿಗೆ ಸಾಧ್ಯವಾದಷ್ಟು ಉತ್ತಮ ಚಿಕಿತ್ಸೆ ನೀಡುವಂತೆ ಅಧಿಕಾರಿಗಳಿಗೆ ನಿರ್ದೇಶನ ನೀಡಿದ್ದಾರೆ. [29,1157,239,1221]
